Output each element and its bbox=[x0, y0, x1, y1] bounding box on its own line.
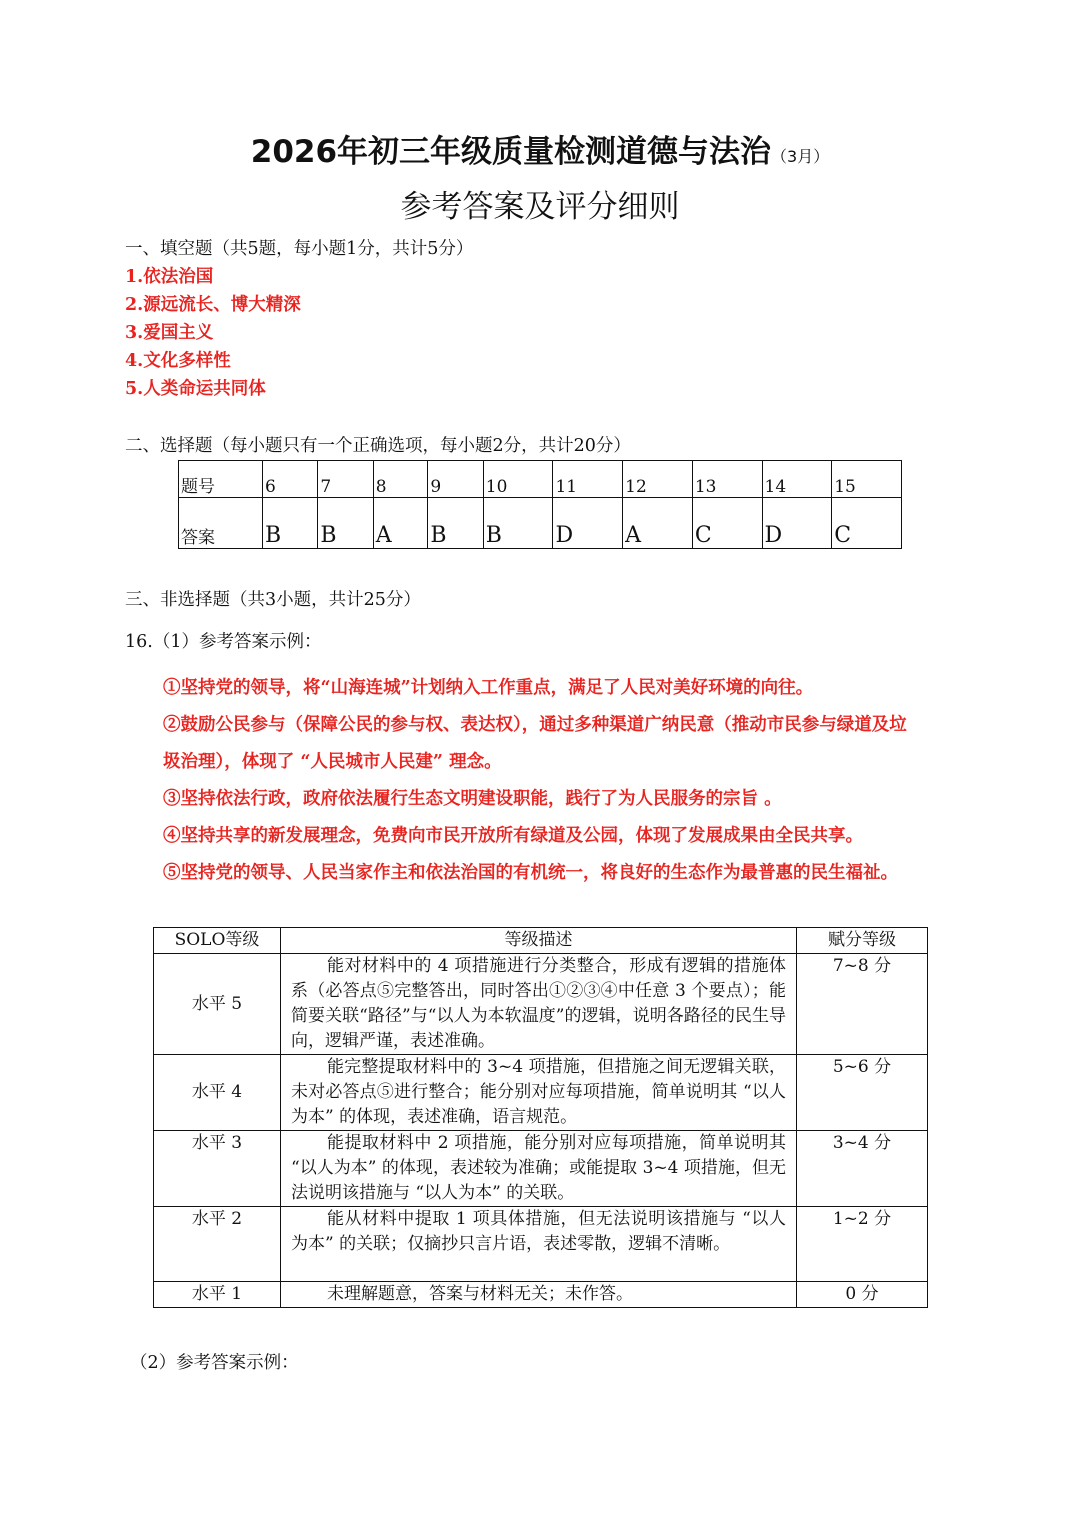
question-number: 8 bbox=[373, 461, 428, 498]
solo-level: 水平 5 bbox=[154, 954, 281, 1055]
solo-row bbox=[154, 1055, 928, 1131]
q16-part2-label: （2）参考答案示例： bbox=[130, 1353, 299, 1373]
fill-blank-answers bbox=[125, 263, 301, 403]
q16-part1-label: 16.（1）参考答案示例： bbox=[125, 632, 322, 652]
question-number: 9 bbox=[428, 461, 483, 498]
fill-answer: 5.人类命运共同体 bbox=[125, 379, 266, 399]
choice-answer: D bbox=[762, 498, 832, 549]
solo-row bbox=[154, 1282, 928, 1308]
solo-description: 能完整提取材料中的 3~4 项措施，但措施之间无逻辑关联，未对必答点⑤进行整合；能分别对应每项措施，简单说明其 “以人为本” 的体现，表述准确，语言规范。 bbox=[281, 1055, 797, 1131]
solo-score: 3~4 分 bbox=[797, 1131, 928, 1207]
question-number: 6 bbox=[263, 461, 318, 498]
solo-description: 未理解题意，答案与材料无关；未作答。 bbox=[281, 1282, 797, 1308]
solo-header: 等级描述 bbox=[281, 928, 797, 954]
solo-score: 0 分 bbox=[797, 1282, 928, 1308]
solo-score: 1~2 分 bbox=[797, 1207, 928, 1282]
solo-row bbox=[154, 1207, 928, 1282]
choice-answer: D bbox=[553, 498, 623, 549]
section3-heading: 三、非选择题（共3小题，共计25分） bbox=[125, 590, 421, 610]
fill-answer: 2.源远流长、博大精深 bbox=[125, 295, 301, 315]
question-number: 11 bbox=[553, 461, 623, 498]
fill-answer: 4.文化多样性 bbox=[125, 351, 231, 371]
solo-level: 水平 3 bbox=[154, 1131, 281, 1207]
solo-grading-table bbox=[153, 927, 928, 1308]
solo-description: 能从材料中提取 1 项具体措施，但无法说明该措施与 “以人为本” 的关联；仅摘抄只言片语，表述零散，逻辑不清晰。 bbox=[281, 1207, 797, 1282]
solo-level: 水平 2 bbox=[154, 1207, 281, 1282]
solo-header: 赋分等级 bbox=[797, 928, 928, 954]
title-suffix: （3月） bbox=[771, 147, 830, 166]
choice-answer: B bbox=[483, 498, 553, 549]
question-number: 10 bbox=[483, 461, 553, 498]
choice-answer: C bbox=[832, 498, 902, 549]
fill-answer: 1.依法治国 bbox=[125, 267, 214, 287]
solo-score: 5~6 分 bbox=[797, 1055, 928, 1131]
answer-point: ②鼓励公民参与（保障公民的参与权、表达权），通过多种渠道广纳民意（推动市民参与绿道及垃圾治理），体现了 “人民城市人民建” 理念。 bbox=[163, 715, 907, 772]
solo-description: 能对材料中的 4 项措施进行分类整合，形成有逻辑的措施体系（必答点⑤完整答出，同时答出①②③④中任意 3 个要点）；能简要关联“路径”与“以人为本软温度”的逻辑，说明各路径的民生导向，逻辑严谨，表述准确。 bbox=[281, 954, 797, 1055]
answer-row bbox=[179, 498, 902, 549]
solo-row bbox=[154, 954, 928, 1055]
choice-answer: B bbox=[428, 498, 483, 549]
section1-heading: 一、填空题（共5题，每小题1分，共计5分） bbox=[125, 239, 474, 259]
title-main: 2026年初三年级质量检测道德与法治 bbox=[250, 134, 772, 170]
question-number: 7 bbox=[318, 461, 373, 498]
answer-point: ④坚持共享的新发展理念，免费向市民开放所有绿道及公园，体现了发展成果由全民共享。 bbox=[163, 826, 863, 846]
solo-header-row bbox=[154, 928, 928, 954]
solo-level: 水平 4 bbox=[154, 1055, 281, 1131]
choice-answer: C bbox=[692, 498, 762, 549]
solo-row bbox=[154, 1131, 928, 1207]
question-number: 15 bbox=[832, 461, 902, 498]
choice-answer: B bbox=[263, 498, 318, 549]
solo-score: 7~8 分 bbox=[797, 954, 928, 1055]
question-number: 14 bbox=[762, 461, 832, 498]
choice-answer-table bbox=[178, 460, 902, 549]
section2-heading: 二、选择题（每小题只有一个正确选项，每小题2分，共计20分） bbox=[125, 436, 631, 456]
answer-point: ③坚持依法行政，政府依法履行生态文明建设职能，践行了为人民服务的宗旨 。 bbox=[163, 789, 782, 809]
choice-answer: A bbox=[623, 498, 693, 549]
question-number: 13 bbox=[692, 461, 762, 498]
page-subtitle: 参考答案及评分细则 bbox=[400, 189, 680, 225]
solo-description: 能提取材料中 2 项措施，能分别对应每项措施，简单说明其 “以人为本” 的体现，表述较为准确；或能提取 3~4 项措施，但无法说明该措施与 “以人为本” 的关联。 bbox=[281, 1131, 797, 1207]
row-label-question: 题号 bbox=[179, 461, 263, 498]
question-number-row bbox=[179, 461, 902, 498]
answer-point: ①坚持党的领导，将“山海连城”计划纳入工作重点，满足了人民对美好环境的向往。 bbox=[163, 678, 814, 698]
solo-level: 水平 1 bbox=[154, 1282, 281, 1308]
page-title bbox=[0, 130, 1080, 179]
fill-answer: 3.爱国主义 bbox=[125, 323, 214, 343]
question-number: 12 bbox=[623, 461, 693, 498]
row-label-answer: 答案 bbox=[179, 498, 263, 549]
choice-answer: A bbox=[373, 498, 428, 549]
q16-answer-points bbox=[163, 670, 918, 892]
answer-point: ⑤坚持党的领导、人民当家作主和依法治国的有机统一，将良好的生态作为最普惠的民生福祉。 bbox=[163, 863, 898, 883]
solo-header: SOLO等级 bbox=[154, 928, 281, 954]
choice-answer: B bbox=[318, 498, 373, 549]
